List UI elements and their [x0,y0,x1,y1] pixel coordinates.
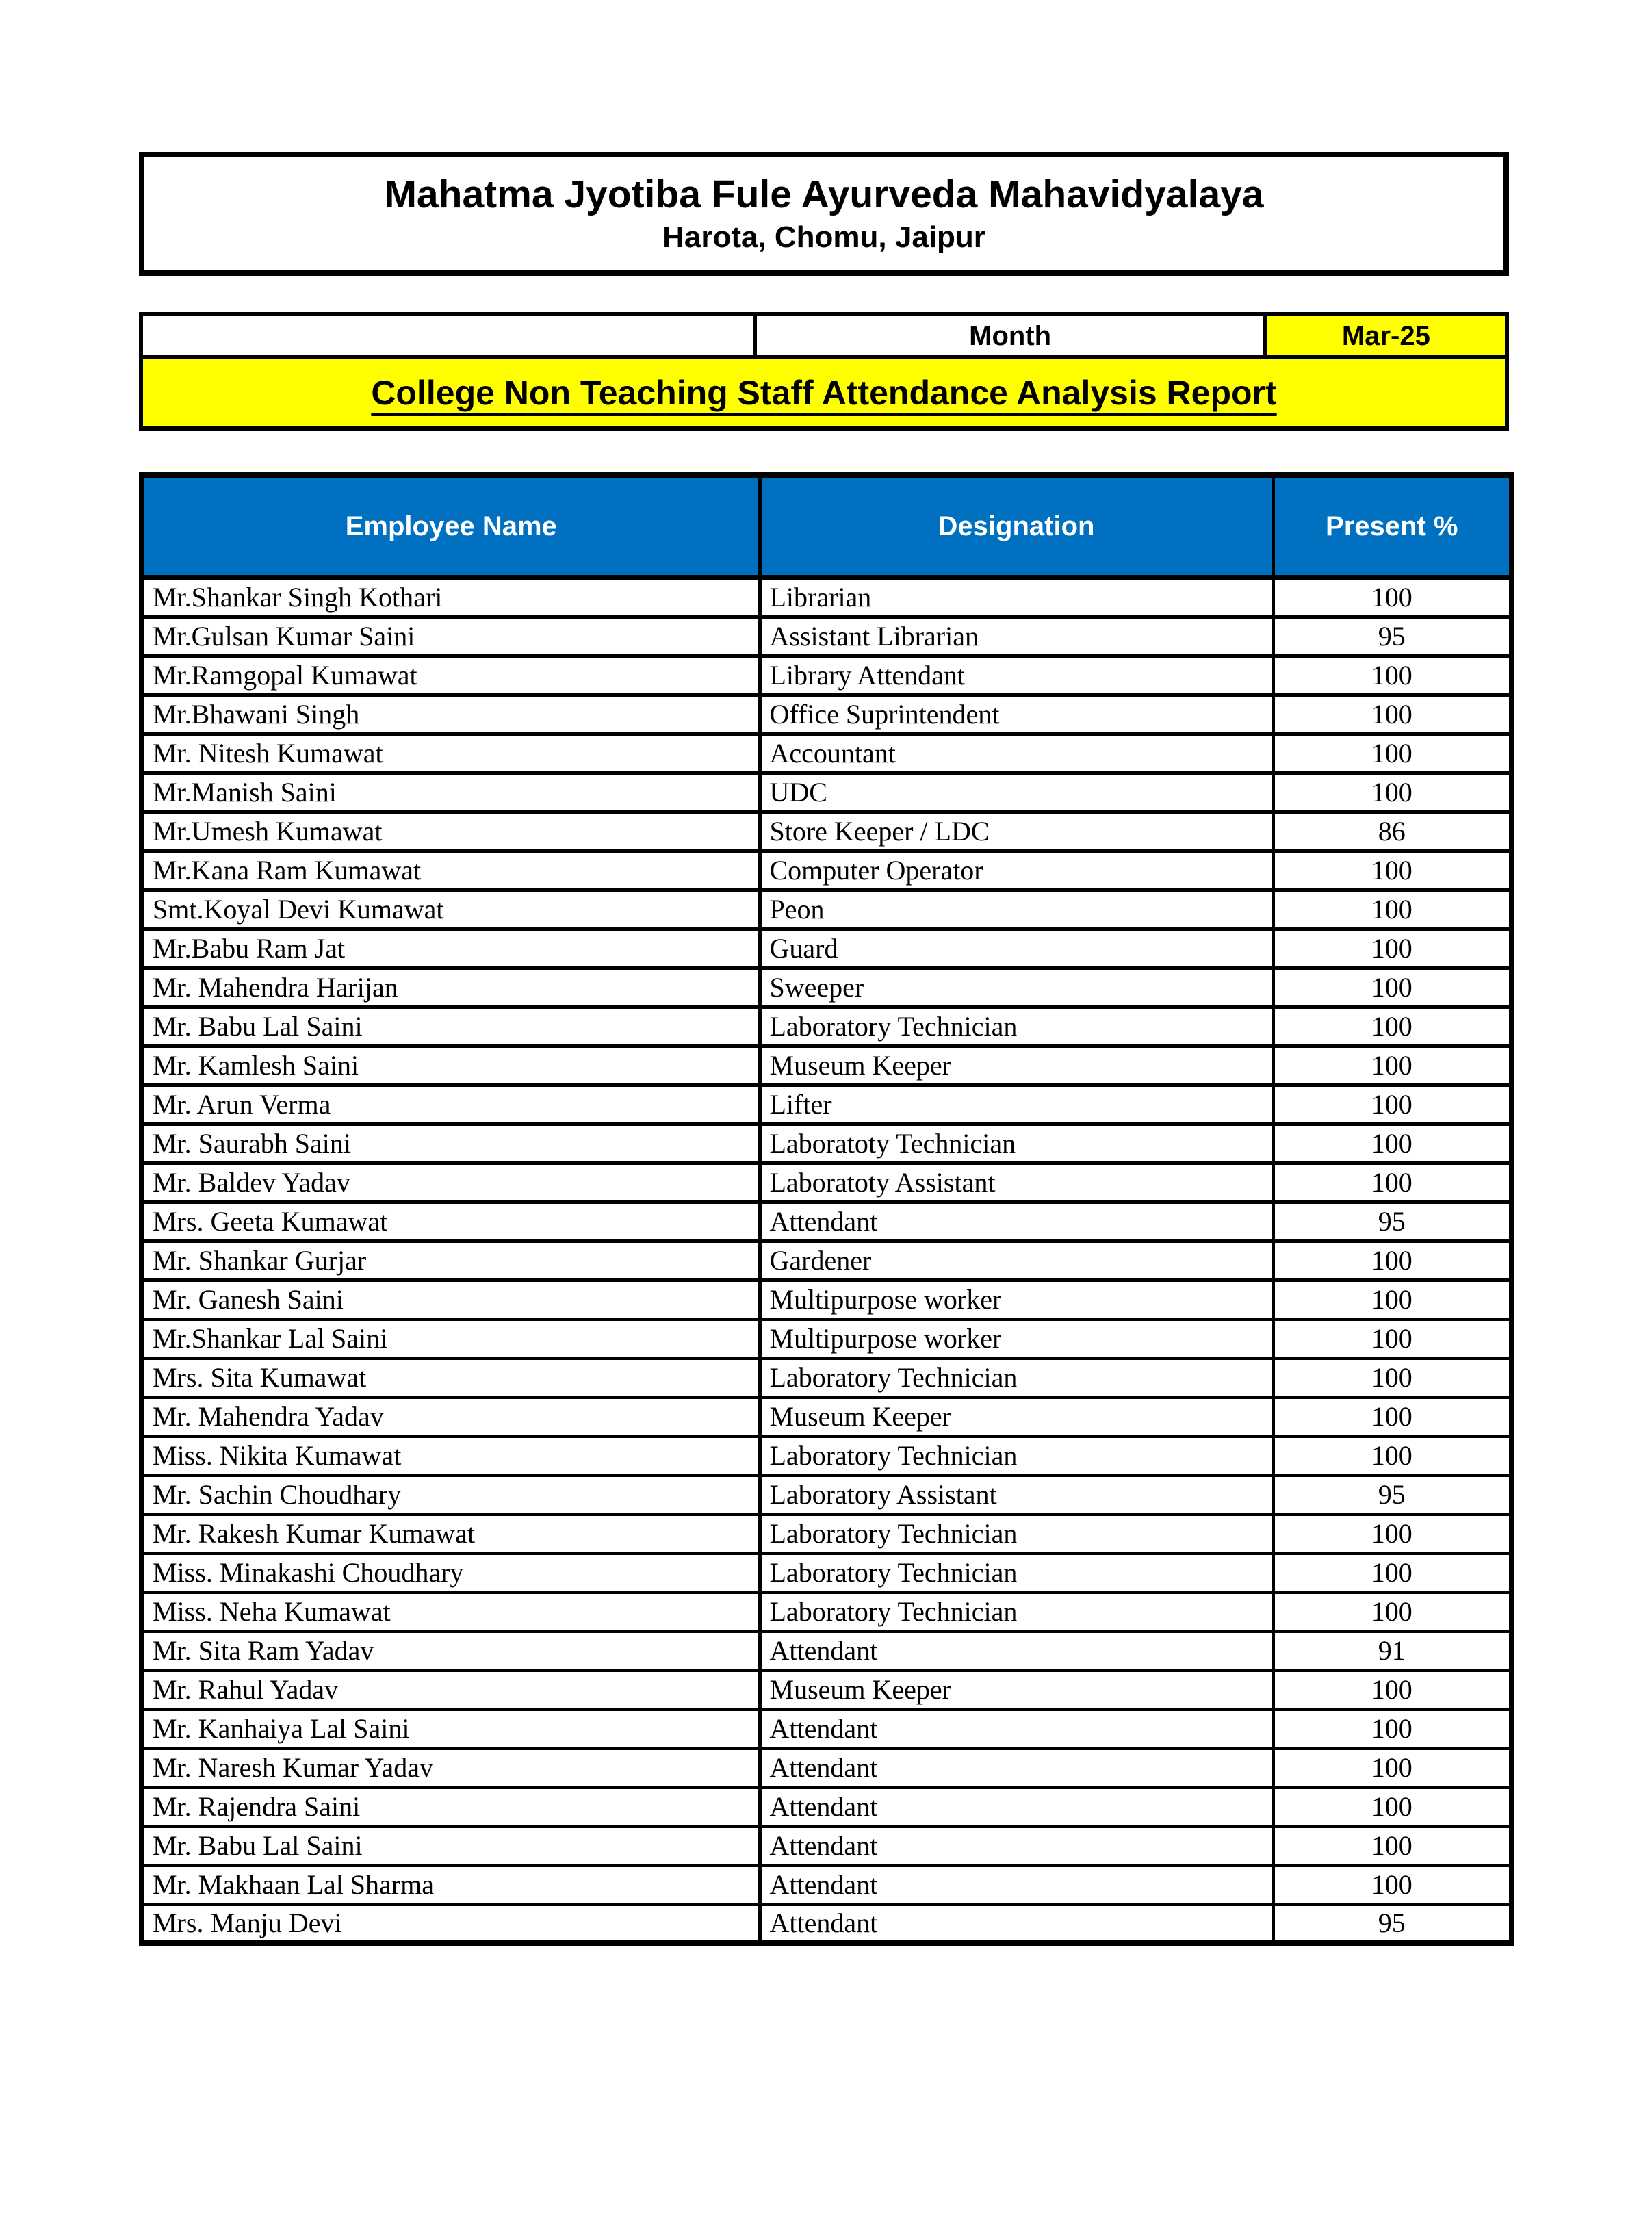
designation-cell: Store Keeper / LDC [760,812,1273,851]
employee-name-cell: Mr. Saurabh Saini [142,1124,760,1163]
designation-cell: Attendant [760,1631,1273,1670]
table-row [142,1904,1512,1943]
present-cell: 100 [1273,1670,1512,1709]
present-cell: 100 [1273,1124,1512,1163]
table-row [142,1748,1512,1787]
present-cell: 95 [1273,1475,1512,1514]
employee-name-cell: Miss. Neha Kumawat [142,1592,760,1631]
month-value: Mar-25 [1267,316,1505,355]
employee-name-cell: Mr. Shankar Gurjar [142,1241,760,1280]
designation-cell: Attendant [760,1865,1273,1904]
designation-cell: Lifter [760,1085,1273,1124]
table-row [142,1592,1512,1631]
present-cell: 91 [1273,1631,1512,1670]
table-row [142,617,1512,656]
employee-name-cell: Miss. Minakashi Choudhary [142,1553,760,1592]
designation-cell: Laboratory Technician [760,1007,1273,1046]
table-row [142,1085,1512,1124]
present-cell: 100 [1273,773,1512,812]
designation-cell: Laboratoty Assistant [760,1163,1273,1202]
employee-name-cell: Mr. Kanhaiya Lal Saini [142,1709,760,1748]
designation-cell: Attendant [760,1709,1273,1748]
employee-name-cell: Mr.Ramgopal Kumawat [142,656,760,695]
employee-name-cell: Mr. Sachin Choudhary [142,1475,760,1514]
designation-cell: UDC [760,773,1273,812]
employee-name-cell: Mr.Shankar Lal Saini [142,1319,760,1358]
designation-cell: Laboratory Technician [760,1553,1273,1592]
table-row [142,1670,1512,1709]
designation-cell: Peon [760,890,1273,929]
attendance-table [139,472,1514,1946]
employee-name-cell: Mr.Babu Ram Jat [142,929,760,968]
table-row [142,1202,1512,1241]
employee-name-cell: Mr.Gulsan Kumar Saini [142,617,760,656]
present-cell: 100 [1273,578,1512,617]
designation-cell: Assistant Librarian [760,617,1273,656]
table-row [142,1514,1512,1553]
present-cell: 100 [1273,1280,1512,1319]
present-cell: 100 [1273,1514,1512,1553]
employee-name-cell: Mr. Rajendra Saini [142,1787,760,1826]
employee-name-cell: Mr.Bhawani Singh [142,695,760,734]
present-cell: 95 [1273,1202,1512,1241]
present-cell: 100 [1273,1241,1512,1280]
table-row [142,773,1512,812]
designation-cell: Sweeper [760,968,1273,1007]
employee-name-cell: Mr.Umesh Kumawat [142,812,760,851]
designation-cell: Computer Operator [760,851,1273,890]
present-cell: 100 [1273,1163,1512,1202]
designation-cell: Librarian [760,578,1273,617]
table-row [142,1826,1512,1865]
table-row [142,1475,1512,1514]
designation-cell: Accountant [760,734,1273,773]
designation-cell: Multipurpose worker [760,1280,1273,1319]
employee-name-cell: Mr.Shankar Singh Kothari [142,578,760,617]
present-cell: 100 [1273,1358,1512,1397]
table-row [142,1553,1512,1592]
table-row [142,890,1512,929]
present-percent-header: Present % [1273,475,1512,578]
designation-header: Designation [760,475,1273,578]
table-row [142,1631,1512,1670]
designation-cell: Attendant [760,1748,1273,1787]
employee-name-header: Employee Name [142,475,760,578]
designation-cell: Office Suprintendent [760,695,1273,734]
employee-name-cell: Miss. Nikita Kumawat [142,1436,760,1475]
employee-name-cell: Mr. Rakesh Kumar Kumawat [142,1514,760,1553]
month-row [139,312,1509,359]
employee-name-cell: Mr. Ganesh Saini [142,1280,760,1319]
table-row [142,1397,1512,1436]
table-row [142,968,1512,1007]
present-cell: 100 [1273,1592,1512,1631]
table-row [142,1046,1512,1085]
table-row [142,1280,1512,1319]
designation-cell: Laboratory Technician [760,1436,1273,1475]
employee-name-cell: Mr. Babu Lal Saini [142,1007,760,1046]
month-row-empty-cell [143,316,757,355]
present-cell: 100 [1273,851,1512,890]
present-cell: 100 [1273,1319,1512,1358]
employee-name-cell: Mrs. Geeta Kumawat [142,1202,760,1241]
present-cell: 100 [1273,1007,1512,1046]
present-cell: 100 [1273,656,1512,695]
designation-cell: Guard [760,929,1273,968]
present-cell: 100 [1273,890,1512,929]
present-cell: 100 [1273,1787,1512,1826]
table-row [142,734,1512,773]
table-row [142,1241,1512,1280]
institution-address: Harota, Chomu, Jaipur [662,220,985,254]
table-row [142,695,1512,734]
present-cell: 100 [1273,1436,1512,1475]
designation-cell: Attendant [760,1826,1273,1865]
table-row [142,812,1512,851]
employee-name-cell: Mr. Babu Lal Saini [142,1826,760,1865]
designation-cell: Attendant [760,1904,1273,1943]
designation-cell: Laboratory Technician [760,1592,1273,1631]
table-row [142,1865,1512,1904]
designation-cell: Attendant [760,1202,1273,1241]
employee-name-cell: Mr. Nitesh Kumawat [142,734,760,773]
table-row [142,929,1512,968]
designation-cell: Library Attendant [760,656,1273,695]
institution-header [139,152,1509,276]
table-row [142,1787,1512,1826]
present-cell: 100 [1273,1553,1512,1592]
present-cell: 100 [1273,1046,1512,1085]
employee-name-cell: Mr. Kamlesh Saini [142,1046,760,1085]
institution-name: Mahatma Jyotiba Fule Ayurveda Mahavidyalaya [384,172,1264,216]
table-row [142,1163,1512,1202]
table-header-row [142,475,1512,578]
designation-cell: Museum Keeper [760,1046,1273,1085]
employee-name-cell: Mr. Arun Verma [142,1085,760,1124]
employee-name-cell: Mrs. Sita Kumawat [142,1358,760,1397]
present-cell: 95 [1273,1904,1512,1943]
present-cell: 100 [1273,734,1512,773]
table-row [142,1319,1512,1358]
employee-name-cell: Mr. Naresh Kumar Yadav [142,1748,760,1787]
employee-name-cell: Mrs. Manju Devi [142,1904,760,1943]
table-row [142,1124,1512,1163]
designation-cell: Laboratory Assistant [760,1475,1273,1514]
table-row [142,1358,1512,1397]
present-cell: 100 [1273,1397,1512,1436]
designation-cell: Gardener [760,1241,1273,1280]
employee-name-cell: Mr.Manish Saini [142,773,760,812]
present-cell: 100 [1273,1748,1512,1787]
present-cell: 100 [1273,1709,1512,1748]
staff-table-body [142,578,1512,1943]
table-row [142,1709,1512,1748]
report-title-banner [139,359,1509,431]
employee-name-cell: Mr. Mahendra Harijan [142,968,760,1007]
designation-cell: Laboratory Technician [760,1514,1273,1553]
table-row [142,1436,1512,1475]
present-cell: 100 [1273,1826,1512,1865]
report-title: College Non Teaching Staff Attendance Analysis Report [371,374,1277,412]
employee-name-cell: Mr. Rahul Yadav [142,1670,760,1709]
designation-cell: Laboratory Technician [760,1358,1273,1397]
month-label: Month [757,316,1267,355]
employee-name-cell: Smt.Koyal Devi Kumawat [142,890,760,929]
employee-name-cell: Mr.Kana Ram Kumawat [142,851,760,890]
designation-cell: Multipurpose worker [760,1319,1273,1358]
present-cell: 95 [1273,617,1512,656]
present-cell: 100 [1273,695,1512,734]
present-cell: 100 [1273,929,1512,968]
table-row [142,578,1512,617]
designation-cell: Museum Keeper [760,1397,1273,1436]
table-row [142,1007,1512,1046]
designation-cell: Attendant [760,1787,1273,1826]
present-cell: 100 [1273,1085,1512,1124]
present-cell: 86 [1273,812,1512,851]
employee-name-cell: Mr. Baldev Yadav [142,1163,760,1202]
designation-cell: Museum Keeper [760,1670,1273,1709]
table-row [142,851,1512,890]
employee-name-cell: Mr. Makhaan Lal Sharma [142,1865,760,1904]
month-banner-block [139,312,1509,431]
present-cell: 100 [1273,968,1512,1007]
present-cell: 100 [1273,1865,1512,1904]
table-row [142,656,1512,695]
employee-name-cell: Mr. Mahendra Yadav [142,1397,760,1436]
employee-name-cell: Mr. Sita Ram Yadav [142,1631,760,1670]
designation-cell: Laboratoty Technician [760,1124,1273,1163]
